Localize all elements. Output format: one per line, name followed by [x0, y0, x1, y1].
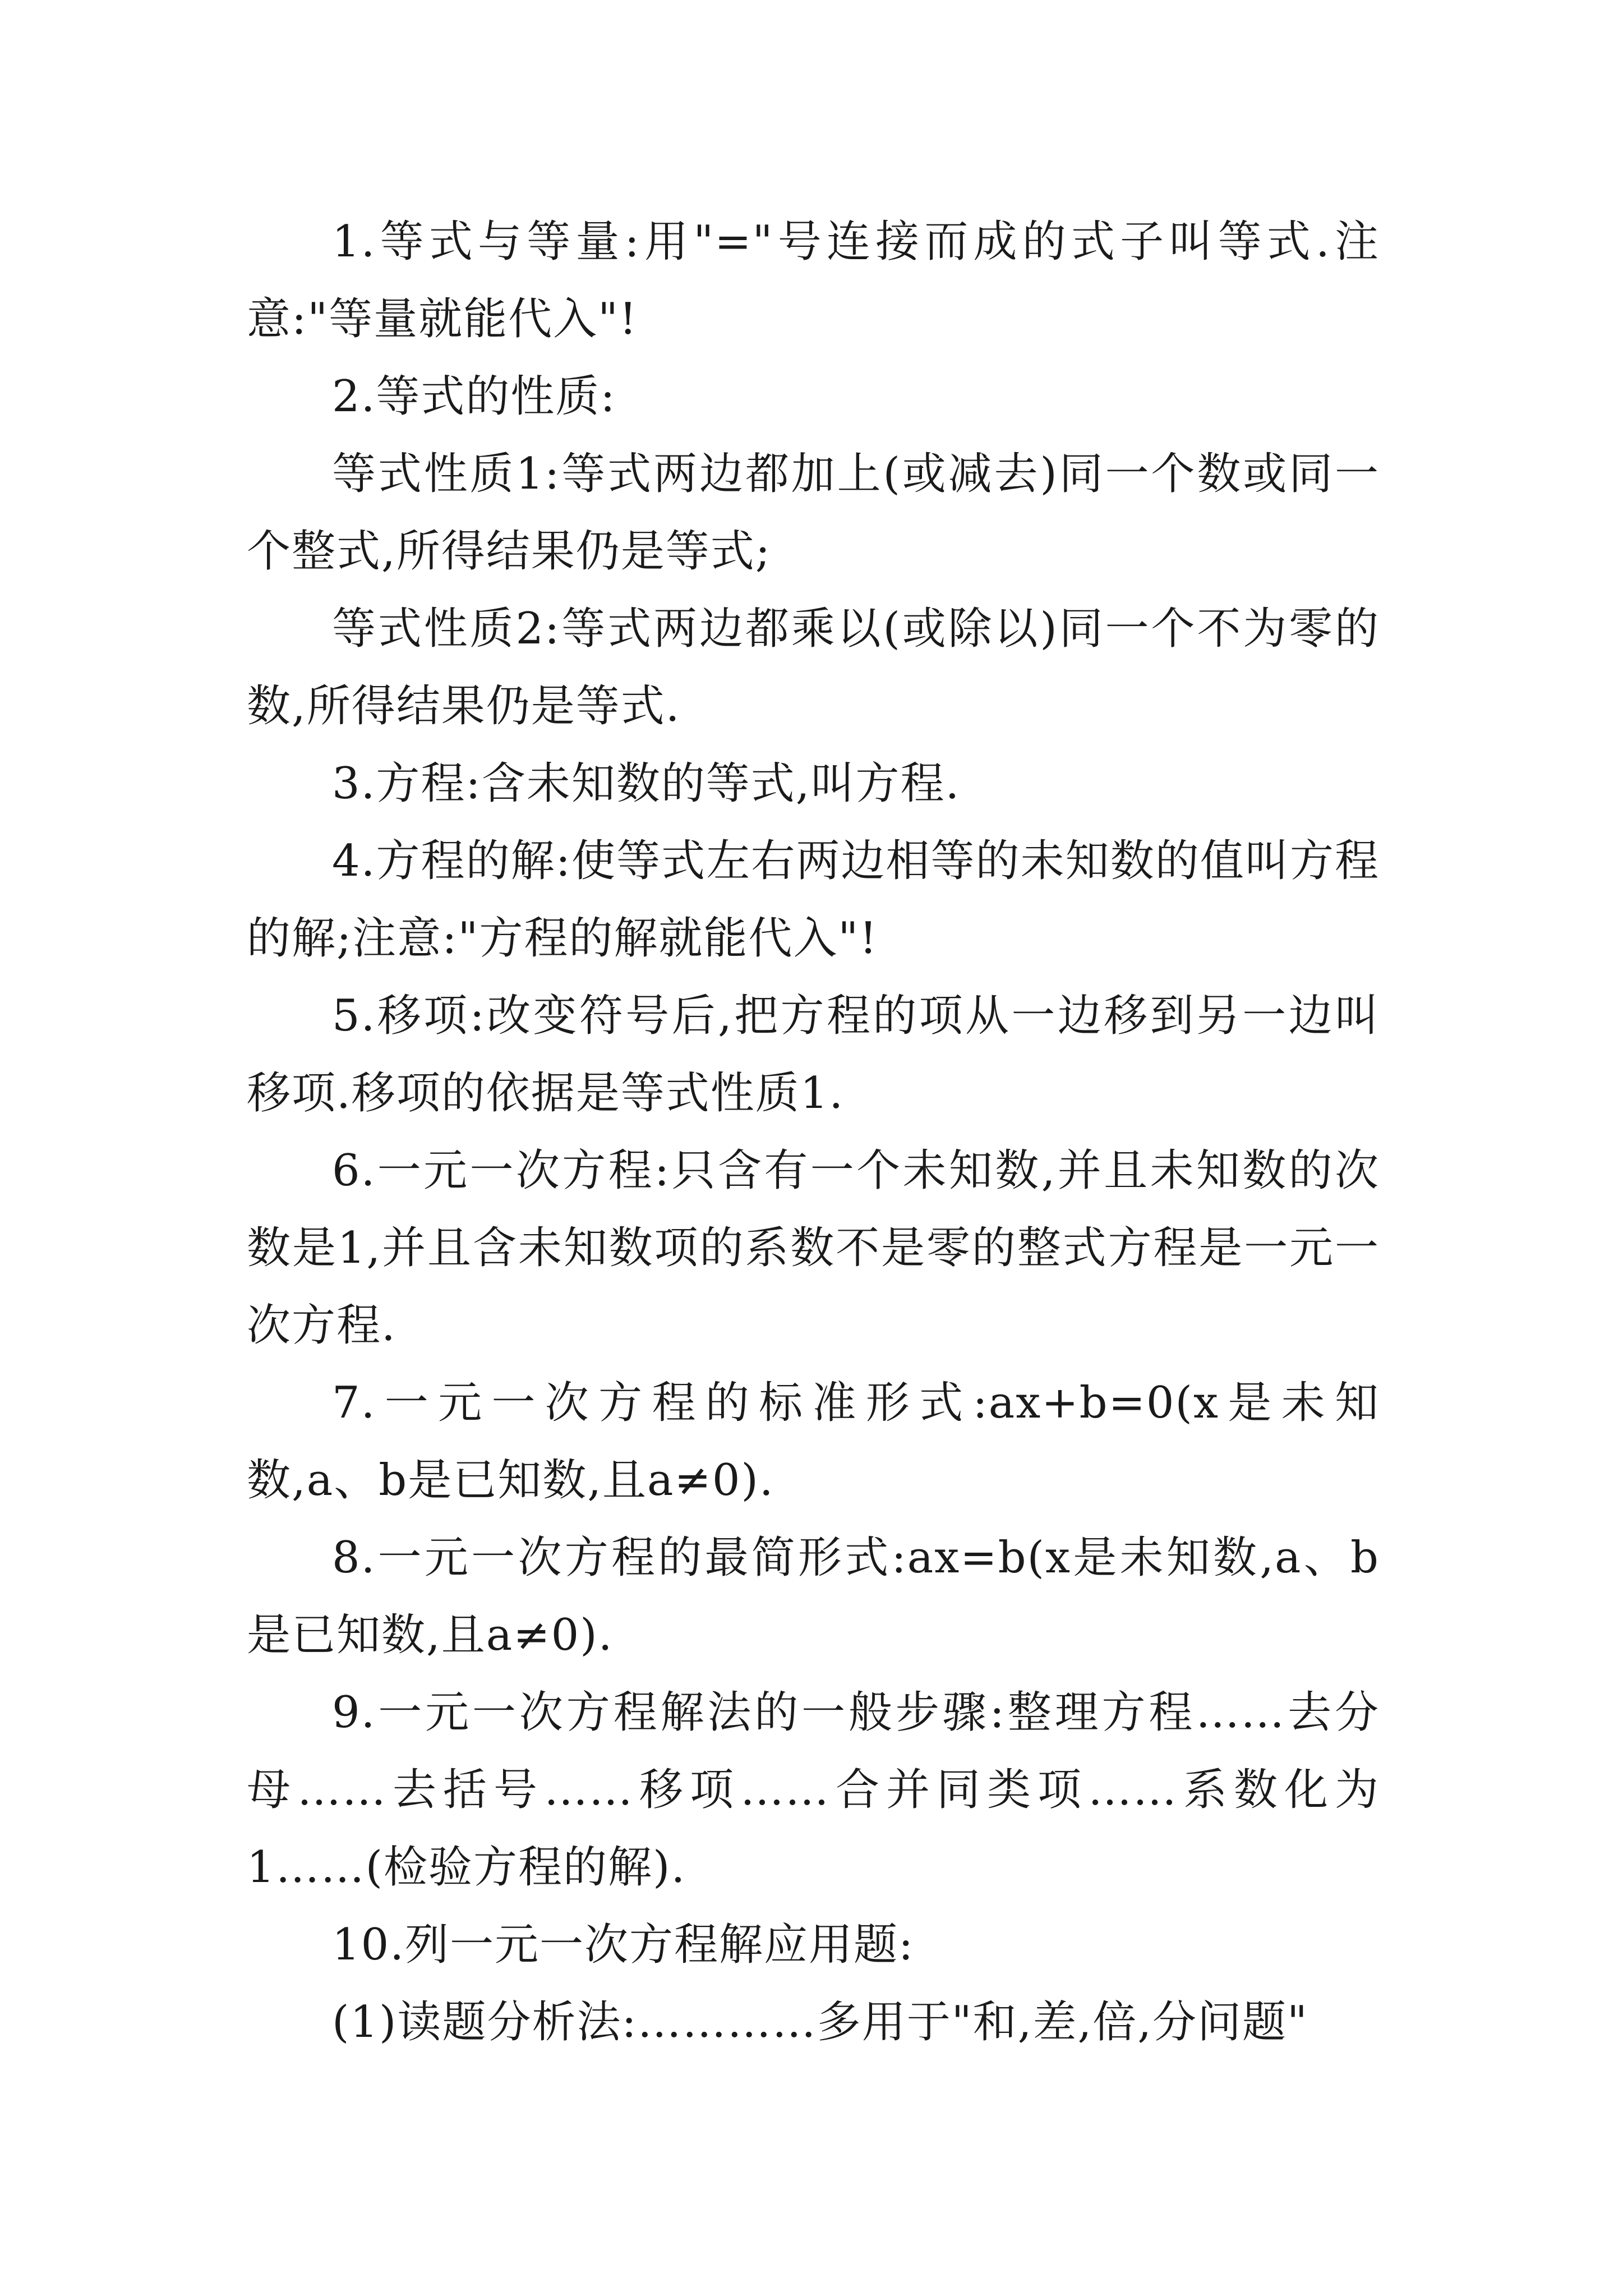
paragraph-standard-form: 7.一元一次方程的标准形式:ax+b=0(x是未知数,a、b是已知数,且a≠0). — [247, 1378, 1380, 1506]
paragraph-equality-property-2: 等式性质2:等式两边都乘以(或除以)同一个不为零的数,所得结果仍是等式. — [247, 604, 1380, 731]
paragraph-simplest-form: 8.一元一次方程的最简形式:ax=b(x是未知数,a、b是已知数,且a≠0). — [247, 1533, 1380, 1660]
paragraph-word-problems-heading: 10.列一元一次方程解应用题: — [332, 1920, 915, 1970]
paragraph-transposition: 5.移项:改变符号后,把方程的项从一边移到另一边叫移项.移项的依据是等式性质1. — [247, 991, 1380, 1119]
paragraph-equality-definition: 1.等式与等量:用"="号连接而成的式子叫等式.注意:"等量就能代入"! — [247, 217, 1380, 344]
paragraph-solution-steps: 9.一元一次方程解法的一般步骤:整理方程……去分母……去括号……移项……合并同类项……系数化为1……(检验方程的解). — [247, 1687, 1380, 1893]
paragraph-equality-property-1: 等式性质1:等式两边都加上(或减去)同一个数或同一个整式,所得结果仍是等式; — [247, 449, 1380, 577]
paragraph-equality-properties-heading: 2.等式的性质: — [332, 371, 616, 422]
document-body — [247, 203, 1380, 2061]
paragraph-linear-equation: 6.一元一次方程:只含有一个未知数,并且未知数的次数是1,并且含未知数项的系数不是零的整式方程是一元一次方程. — [247, 1145, 1380, 1351]
paragraph-equation-definition: 3.方程:含未知数的等式,叫方程. — [332, 758, 961, 809]
paragraph-reading-analysis-method: (1)读题分析法:…………多用于"和,差,倍,分问题" — [332, 1997, 1308, 2047]
paragraph-equation-solution: 4.方程的解:使等式左右两边相等的未知数的值叫方程的解;注意:"方程的解就能代入"! — [247, 836, 1380, 964]
